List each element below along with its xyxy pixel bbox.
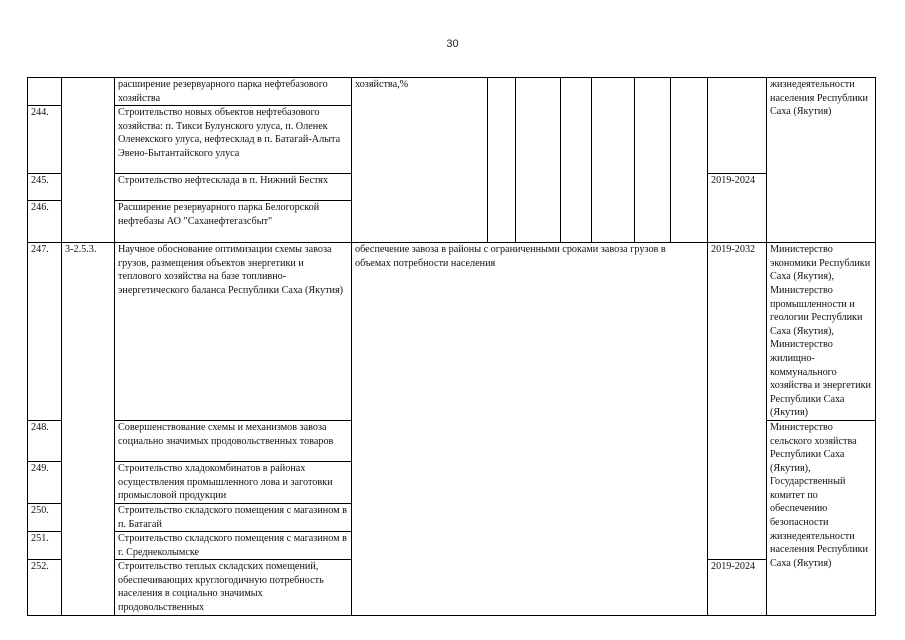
row-number: 251. (28, 532, 62, 560)
measure-name: Строительство новых объектов нефтебазового хозяйства: п. Тикси Булунского улуса, п. Оленек Оленекского улуса, нефтесклад в п. Батагай-Алыта Эвено-Бытантайского улуса (115, 106, 352, 174)
responsible-cell: Министерство сельского хозяйства Республики Саха (Якутия), Государственный комитет по обеспечению безопасности жизнедеятельности населения Республики Саха (Якутия) (767, 420, 876, 615)
period-cell: 2019-2032 (708, 243, 767, 560)
section-code: 3-2.5.3. (62, 243, 115, 615)
value-cell (635, 78, 671, 243)
measure-name: Научное обоснование оптимизации схемы завоза грузов, размещения объектов энергетики и теплового хозяйства на базе топливно-энергетического баланса Республики Саха (Якутия) (115, 243, 352, 421)
row-number: 250. (28, 503, 62, 531)
value-cell (561, 78, 592, 243)
period-cell (708, 78, 767, 174)
period-cell: 2019-2024 (708, 560, 767, 615)
value-cell (516, 78, 561, 243)
value-cell (671, 78, 708, 243)
row-number: 252. (28, 560, 62, 615)
table-row (28, 243, 876, 421)
measure-name: Строительство хладокомбинатов в районах осуществления промышленного лова и заготовки промысловой продукции (115, 461, 352, 503)
row-number: 245. (28, 174, 62, 201)
measure-name: Строительство складского помещения с магазином в п. Батагай (115, 503, 352, 531)
period-cell: 2019-2024 (708, 174, 767, 243)
row-number: 248. (28, 420, 62, 461)
row-number: 249. (28, 461, 62, 503)
responsible-cell: Министерство экономики Республики Саха (Якутия), Министерство промышленности и геологии Республики Саха (Якутия), Министерство жилищно-коммунального хозяйства и энергетики Республики Саха (Якутия) (767, 243, 876, 421)
measure-name: Строительство нефтесклада в п. Нижний Бестях (115, 174, 352, 201)
expected-result: обеспечение завоза в районы с ограниченными сроками завоза грузов в объемах потребности населения (352, 243, 708, 615)
value-cell (488, 78, 516, 243)
measure-name: Совершенствование схемы и механизмов завоза социально значимых продовольственных товаров (115, 420, 352, 461)
row-number: 247. (28, 243, 62, 421)
page-number: 30 (446, 38, 459, 50)
table-row (28, 78, 876, 106)
code-cell (62, 78, 115, 243)
indicator-cell: хозяйства,% (352, 78, 488, 243)
value-cell (592, 78, 635, 243)
measure-name: Строительство теплых складских помещений, обеспечивающих круглогодичную потребность населения в социально значимых продовольственных (115, 560, 352, 615)
measure-name: Расширение резервуарного парка Белогорской нефтебазы АО "Саханефтегазсбыт" (115, 201, 352, 243)
row-number: 244. (28, 106, 62, 174)
row-number (28, 78, 62, 106)
measure-name: Строительство складского помещения с магазином в г. Среднеколымске (115, 532, 352, 560)
row-number: 246. (28, 201, 62, 243)
plan-table (27, 77, 876, 616)
responsible-cell: жизнедеятельности населения Республики Саха (Якутия) (767, 78, 876, 243)
measure-name: расширение резервуарного парка нефтебазового хозяйства (115, 78, 352, 106)
